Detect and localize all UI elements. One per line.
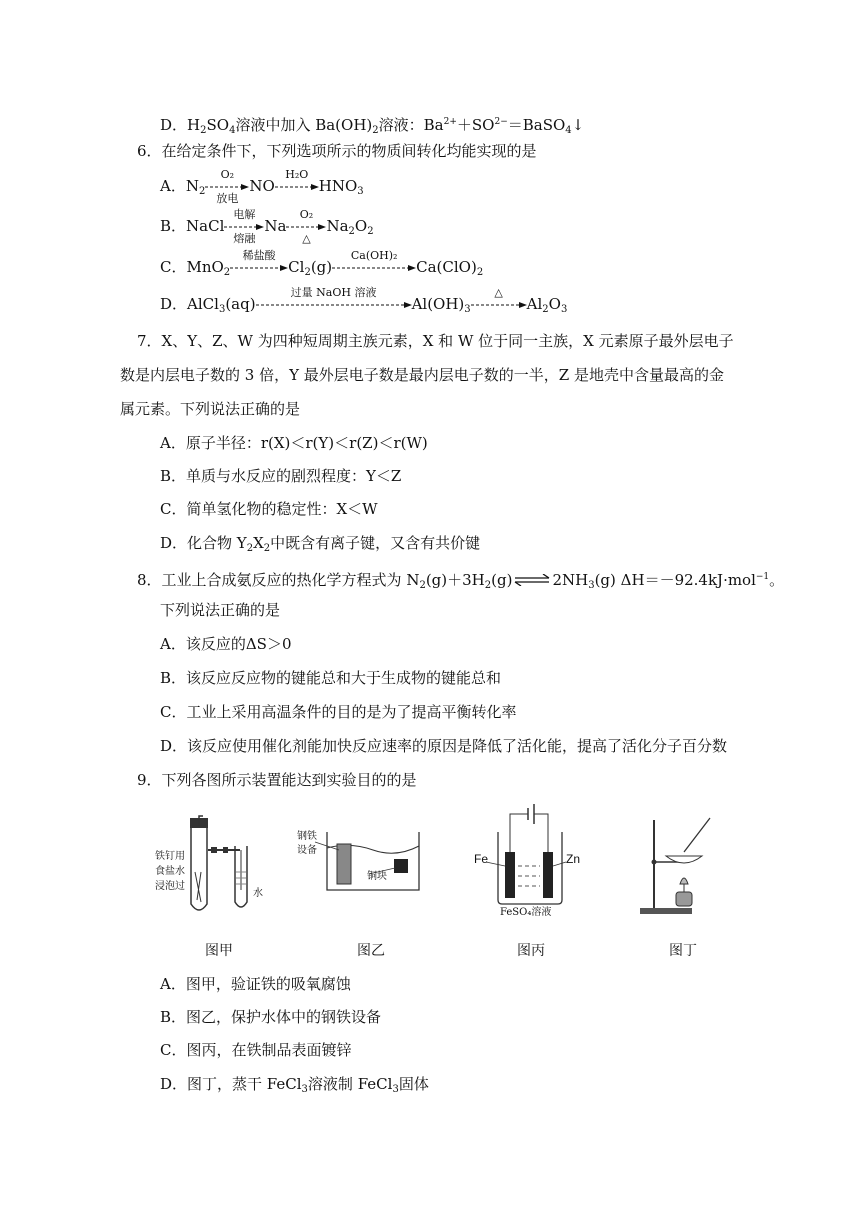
fig-jia-label2: 食盐水: [155, 866, 185, 877]
fig-yi-caption: 图乙: [357, 943, 385, 959]
q8-stem-line1: 8．工业上合成氨反应的热化学方程式为 $N_2(g)+3H_2(g)$ $2NH_3(g)$ ΔH＝－92.4kJ·mol$^{-1}$。: [137, 571, 785, 591]
q7-option-a: A．原子半径：r(X)＜r(Y)＜r(Z)＜r(W): [160, 434, 428, 452]
q7-option-d: D．化合物 $Y_2X_2$中既含有离子键，又含有共价键: [160, 534, 481, 554]
q9-option-c: C．图丙，在铁制品表面镀锌: [160, 1041, 352, 1059]
figure-jia: [155, 812, 275, 922]
q7-stem-line2: 数是内层电子数的 3 倍，Y 最外层电子数是最内层电子数的一半，Z 是地壳中含量最高的金: [120, 366, 724, 384]
fig-jia-caption: 图甲: [205, 943, 233, 959]
fig-bing-right: Zn: [566, 852, 581, 866]
q9-stem: 9．下列各图所示装置能达到实验目的的是: [137, 771, 417, 789]
arrow: O₂ 放电: [205, 183, 249, 191]
fig-jia-label1: 铁钉用: [155, 851, 185, 862]
figure-ding: [632, 812, 722, 922]
fig-yi-label2: 设备: [297, 845, 317, 856]
q6-option-b: B．NaCl 电解 熔融 Na O₂ △ $Na_2O_2$: [160, 208, 374, 245]
q9-option-d: D．图丁，蒸干 FeCl$_3$溶液制 FeCl$_3$固体: [160, 1075, 429, 1095]
arrow: Ca(OH)₂: [332, 264, 416, 272]
fig-ding-caption: 图丁: [669, 943, 697, 959]
arrow: 电解 熔融: [224, 223, 264, 231]
q7-option-b: B．单质与水反应的剧烈程度：Y＜Z: [160, 467, 402, 485]
figure-bing: [470, 804, 600, 922]
fig-bing-left: Fe: [474, 852, 489, 866]
fig-bing-solution: FeSO₄溶液: [500, 907, 552, 918]
fig-yi-label1: 钢铁: [297, 831, 317, 842]
equilibrium-arrow-icon: [514, 571, 550, 591]
arrow: △: [471, 301, 527, 309]
q7-stem-line3: 属元素。下列说法正确的是: [120, 400, 301, 418]
fig-jia-label3: 浸泡过: [155, 881, 185, 892]
arrow: 过量 NaOH 溶液: [256, 301, 412, 309]
q5-option-d: D．$H_2SO_4$溶液中加入 $Ba(OH)_2$溶液：$Ba^{2+}+SO^{2-}=BaSO_4↓$: [160, 116, 585, 136]
q6-option-d: D．AlCl$_3$(aq) 过量 NaOH 溶液 $Al(OH)_3$ △ $Al_2O_3$: [160, 286, 568, 315]
fig-yi-block: 铜块: [367, 871, 387, 882]
arrow: H₂O: [275, 183, 319, 191]
arrow: 稀盐酸: [230, 264, 288, 272]
q6-option-a: A．$N_2$ O₂ 放电 NO H₂O $HNO_3$: [160, 168, 364, 205]
q8-option-d: D．该反应使用催化剂能加快反应速率的原因是降低了活化能，提高了活化分子百分数: [160, 737, 728, 755]
q8-stem-line2: 下列说法正确的是: [160, 601, 281, 619]
arrow: O₂ △: [286, 223, 326, 231]
q6-option-c: C．MnO$_2$ 稀盐酸 $Cl_2(g)$ Ca(OH)₂ $Ca(ClO)_2$: [160, 249, 484, 278]
q7-option-c: C．简单氢化物的稳定性：X＜W: [160, 500, 378, 518]
q8-option-a: A．该反应的ΔS＞0: [160, 635, 292, 653]
q7-stem-line1: 7．X、Y、Z、W 为四种短周期主族元素，X 和 W 位于同一主族，X 元素原子最外层电子: [137, 332, 734, 350]
q8-option-b: B．该反应反应物的键能总和大于生成物的键能总和: [160, 669, 502, 687]
q9-option-b: B．图乙，保护水体中的钢铁设备: [160, 1008, 382, 1026]
q6-stem: 6．在给定条件下，下列选项所示的物质间转化均能实现的是: [137, 142, 537, 160]
q8-option-c: C．工业上采用高温条件的目的是为了提高平衡转化率: [160, 703, 517, 721]
figure-yi: [295, 818, 425, 902]
fig-jia-water: 水: [253, 888, 263, 899]
q9-option-a: A．图甲，验证铁的吸氧腐蚀: [160, 975, 351, 993]
fig-bing-caption: 图丙: [517, 943, 545, 959]
